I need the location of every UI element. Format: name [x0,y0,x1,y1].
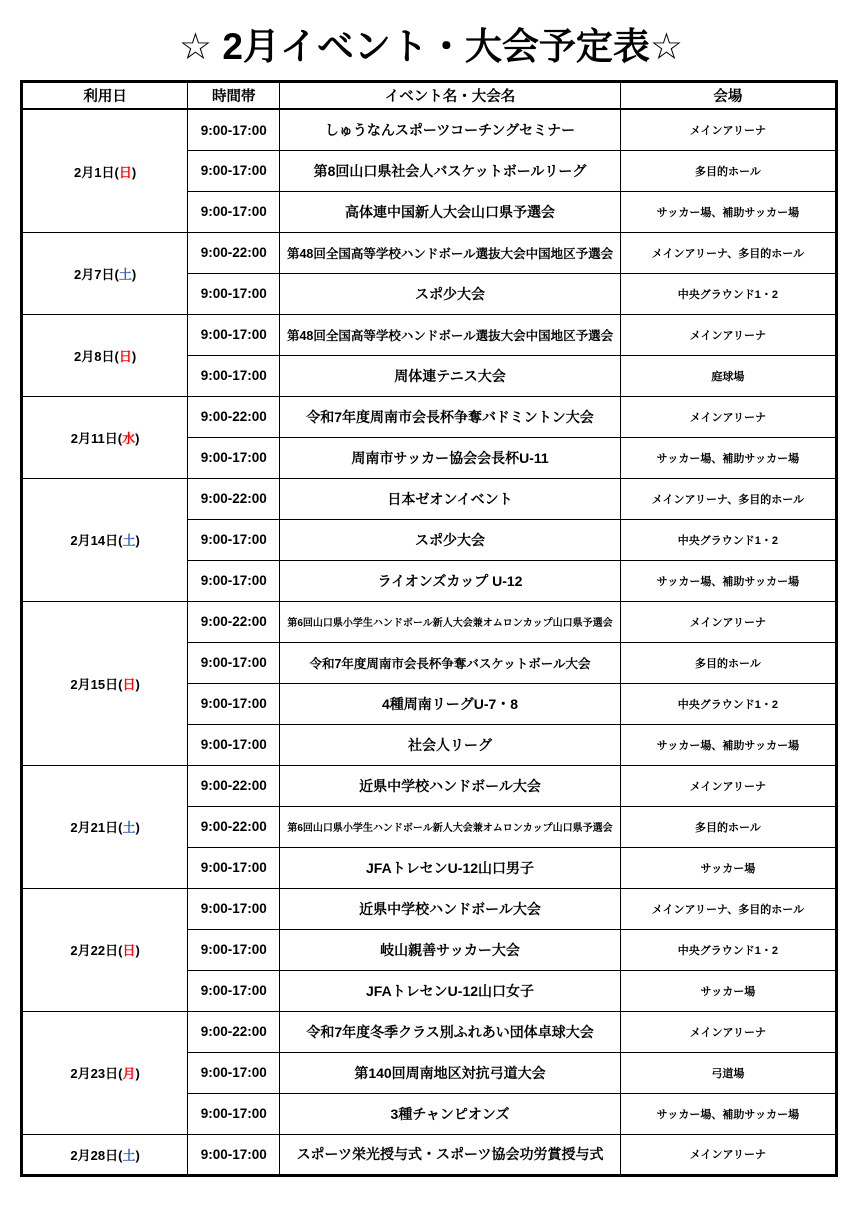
weekday-indicator: 日 [122,943,136,959]
time-cell: 9:00-17:00 [188,437,280,478]
time-cell: 9:00-17:00 [188,888,280,929]
header-date: 利用日 [22,82,188,110]
date-cell [22,888,188,1011]
date-text: ) [131,164,137,180]
venue-cell: メインアリーナ [620,1011,836,1052]
weekday-indicator: 日 [122,676,136,692]
event-name-cell: しゅうなんスポーツコーチングセミナー [280,109,620,150]
weekday-indicator: 土 [122,820,136,836]
time-cell: 9:00-17:00 [188,1134,280,1175]
date-text: ) [135,943,140,959]
weekday-indicator: 土 [122,533,136,549]
date-text: ) [135,1066,140,1082]
venue-cell: 中央グラウンド1・2 [620,929,836,970]
date-text: ) [135,430,140,446]
time-cell: 9:00-17:00 [188,929,280,970]
venue-cell: 中央グラウンド1・2 [620,273,836,314]
date-text: ) [135,1147,140,1163]
time-cell: 9:00-17:00 [188,519,280,560]
time-cell: 9:00-17:00 [188,314,280,355]
event-name-cell: 第140回周南地区対抗弓道大会 [280,1052,620,1093]
time-cell: 9:00-22:00 [188,765,280,806]
time-cell: 9:00-17:00 [188,191,280,232]
venue-cell: サッカー場 [620,847,836,888]
time-cell: 9:00-17:00 [188,683,280,724]
schedule-row [22,478,837,519]
event-name-cell: スポーツ栄光授与式・スポーツ協会功労賞授与式 [280,1134,620,1175]
table-body [22,109,837,1175]
date-text: ) [135,820,140,836]
date-text: ) [135,676,140,692]
event-name-cell: 日本ゼオンイベント [280,478,620,519]
time-cell: 9:00-17:00 [188,150,280,191]
venue-cell: 弓道場 [620,1052,836,1093]
weekday-indicator: 日 [118,164,132,180]
event-name-cell: JFAトレセンU-12山口女子 [280,970,620,1011]
event-name-cell: 令和7年度冬季クラス別ふれあい団体卓球大会 [280,1011,620,1052]
date-text: 2月23日( [70,1066,123,1082]
table-header-row [22,82,837,110]
event-name-cell: 第6回山口県小学生ハンドボール新人大会兼オムロンカップ山口県予選会 [280,806,620,847]
header-time: 時間帯 [188,82,280,110]
date-cell [22,1011,188,1134]
time-cell: 9:00-17:00 [188,355,280,396]
venue-cell: メインアリーナ [620,396,836,437]
event-name-cell: 高体連中国新人大会山口県予選会 [280,191,620,232]
time-cell: 9:00-17:00 [188,560,280,601]
schedule-row [22,396,837,437]
venue-cell: メインアリーナ [620,601,836,642]
weekday-indicator: 土 [122,1147,136,1163]
schedule-row [22,314,837,355]
venue-cell: サッカー場、補助サッカー場 [620,724,836,765]
venue-cell: 中央グラウンド1・2 [620,519,836,560]
time-cell: 9:00-22:00 [188,232,280,273]
schedule-row [22,765,837,806]
time-cell: 9:00-17:00 [188,642,280,683]
time-cell: 9:00-22:00 [188,601,280,642]
venue-cell: メインアリーナ、多目的ホール [620,478,836,519]
date-text: 2月28日( [70,1147,123,1163]
event-name-cell: 第6回山口県小学生ハンドボール新人大会兼オムロンカップ山口県予選会 [280,601,620,642]
event-name-cell: スポ少大会 [280,519,620,560]
event-name-cell: 第8回山口県社会人バスケットボールリーグ [280,150,620,191]
event-name-cell: JFAトレセンU-12山口男子 [280,847,620,888]
venue-cell: 中央グラウンド1・2 [620,683,836,724]
time-cell: 9:00-17:00 [188,273,280,314]
event-name-cell: スポ少大会 [280,273,620,314]
date-cell [22,396,188,478]
weekday-indicator: 水 [122,430,136,446]
schedule-row [22,888,837,929]
time-cell: 9:00-22:00 [188,1011,280,1052]
date-text: 2月15日( [70,676,123,692]
schedule-row [22,232,837,273]
weekday-indicator: 土 [118,266,132,282]
event-name-cell: 第48回全国高等学校ハンドボール選抜大会中国地区予選会 [280,232,620,273]
date-cell [22,765,188,888]
event-name-cell: 近県中学校ハンドボール大会 [280,888,620,929]
header-venue: 会場 [620,82,836,110]
schedule-row [22,109,837,150]
event-name-cell: 3種チャンピオンズ [280,1093,620,1134]
date-text: ) [131,348,137,364]
date-cell [22,314,188,396]
venue-cell: サッカー場、補助サッカー場 [620,437,836,478]
date-cell [22,601,188,765]
date-text: 2月22日( [70,943,123,959]
event-name-cell: 周体連テニス大会 [280,355,620,396]
event-name-cell: 近県中学校ハンドボール大会 [280,765,620,806]
event-name-cell: 第48回全国高等学校ハンドボール選抜大会中国地区予選会 [280,314,620,355]
date-text: 2月11日( [70,430,123,446]
venue-cell: メインアリーナ [620,314,836,355]
time-cell: 9:00-17:00 [188,1052,280,1093]
venue-cell: サッカー場、補助サッカー場 [620,1093,836,1134]
time-cell: 9:00-22:00 [188,396,280,437]
venue-cell: メインアリーナ [620,109,836,150]
event-name-cell: 令和7年度周南市会長杯争奪バドミントン大会 [280,396,620,437]
schedule-row [22,601,837,642]
schedule-row [22,1134,837,1175]
date-cell [22,232,188,314]
event-name-cell: ライオンズカップ U-12 [280,560,620,601]
event-name-cell: 岐山親善サッカー大会 [280,929,620,970]
time-cell: 9:00-17:00 [188,847,280,888]
date-text: 2月14日( [70,533,123,549]
date-text: ) [131,266,137,282]
date-text: ) [135,533,140,549]
date-cell [22,109,188,232]
venue-cell: 多目的ホール [620,642,836,683]
venue-cell: サッカー場、補助サッカー場 [620,191,836,232]
page-title: ☆ 2月イベント・大会予定表☆ [178,26,684,67]
date-text: 2月8日( [74,348,119,364]
venue-cell: メインアリーナ、多目的ホール [620,888,836,929]
venue-cell: サッカー場 [620,970,836,1011]
venue-cell: 多目的ホール [620,150,836,191]
time-cell: 9:00-17:00 [188,109,280,150]
schedule-row [22,1011,837,1052]
venue-cell: サッカー場、補助サッカー場 [620,560,836,601]
header-event: イベント名・大会名 [280,82,620,110]
date-cell [22,478,188,601]
time-cell: 9:00-22:00 [188,806,280,847]
event-name-cell: 周南市サッカー協会会長杯U-11 [280,437,620,478]
venue-cell: メインアリーナ [620,765,836,806]
weekday-indicator: 月 [122,1066,136,1082]
schedule-table [20,80,838,1177]
venue-cell: メインアリーナ、多目的ホール [620,232,836,273]
time-cell: 9:00-17:00 [188,970,280,1011]
event-name-cell: 4種周南リーグU-7・8 [280,683,620,724]
venue-cell: 庭球場 [620,355,836,396]
event-name-cell: 社会人リーグ [280,724,620,765]
date-text: 2月7日( [74,266,119,282]
venue-cell: メインアリーナ [620,1134,836,1175]
time-cell: 9:00-17:00 [188,1093,280,1134]
weekday-indicator: 日 [118,348,132,364]
event-name-cell: 令和7年度周南市会長杯争奪バスケットボール大会 [280,642,620,683]
venue-cell: 多目的ホール [620,806,836,847]
date-text: 2月1日( [74,164,119,180]
time-cell: 9:00-22:00 [188,478,280,519]
time-cell: 9:00-17:00 [188,724,280,765]
date-cell [22,1134,188,1175]
date-text: 2月21日( [70,820,123,836]
